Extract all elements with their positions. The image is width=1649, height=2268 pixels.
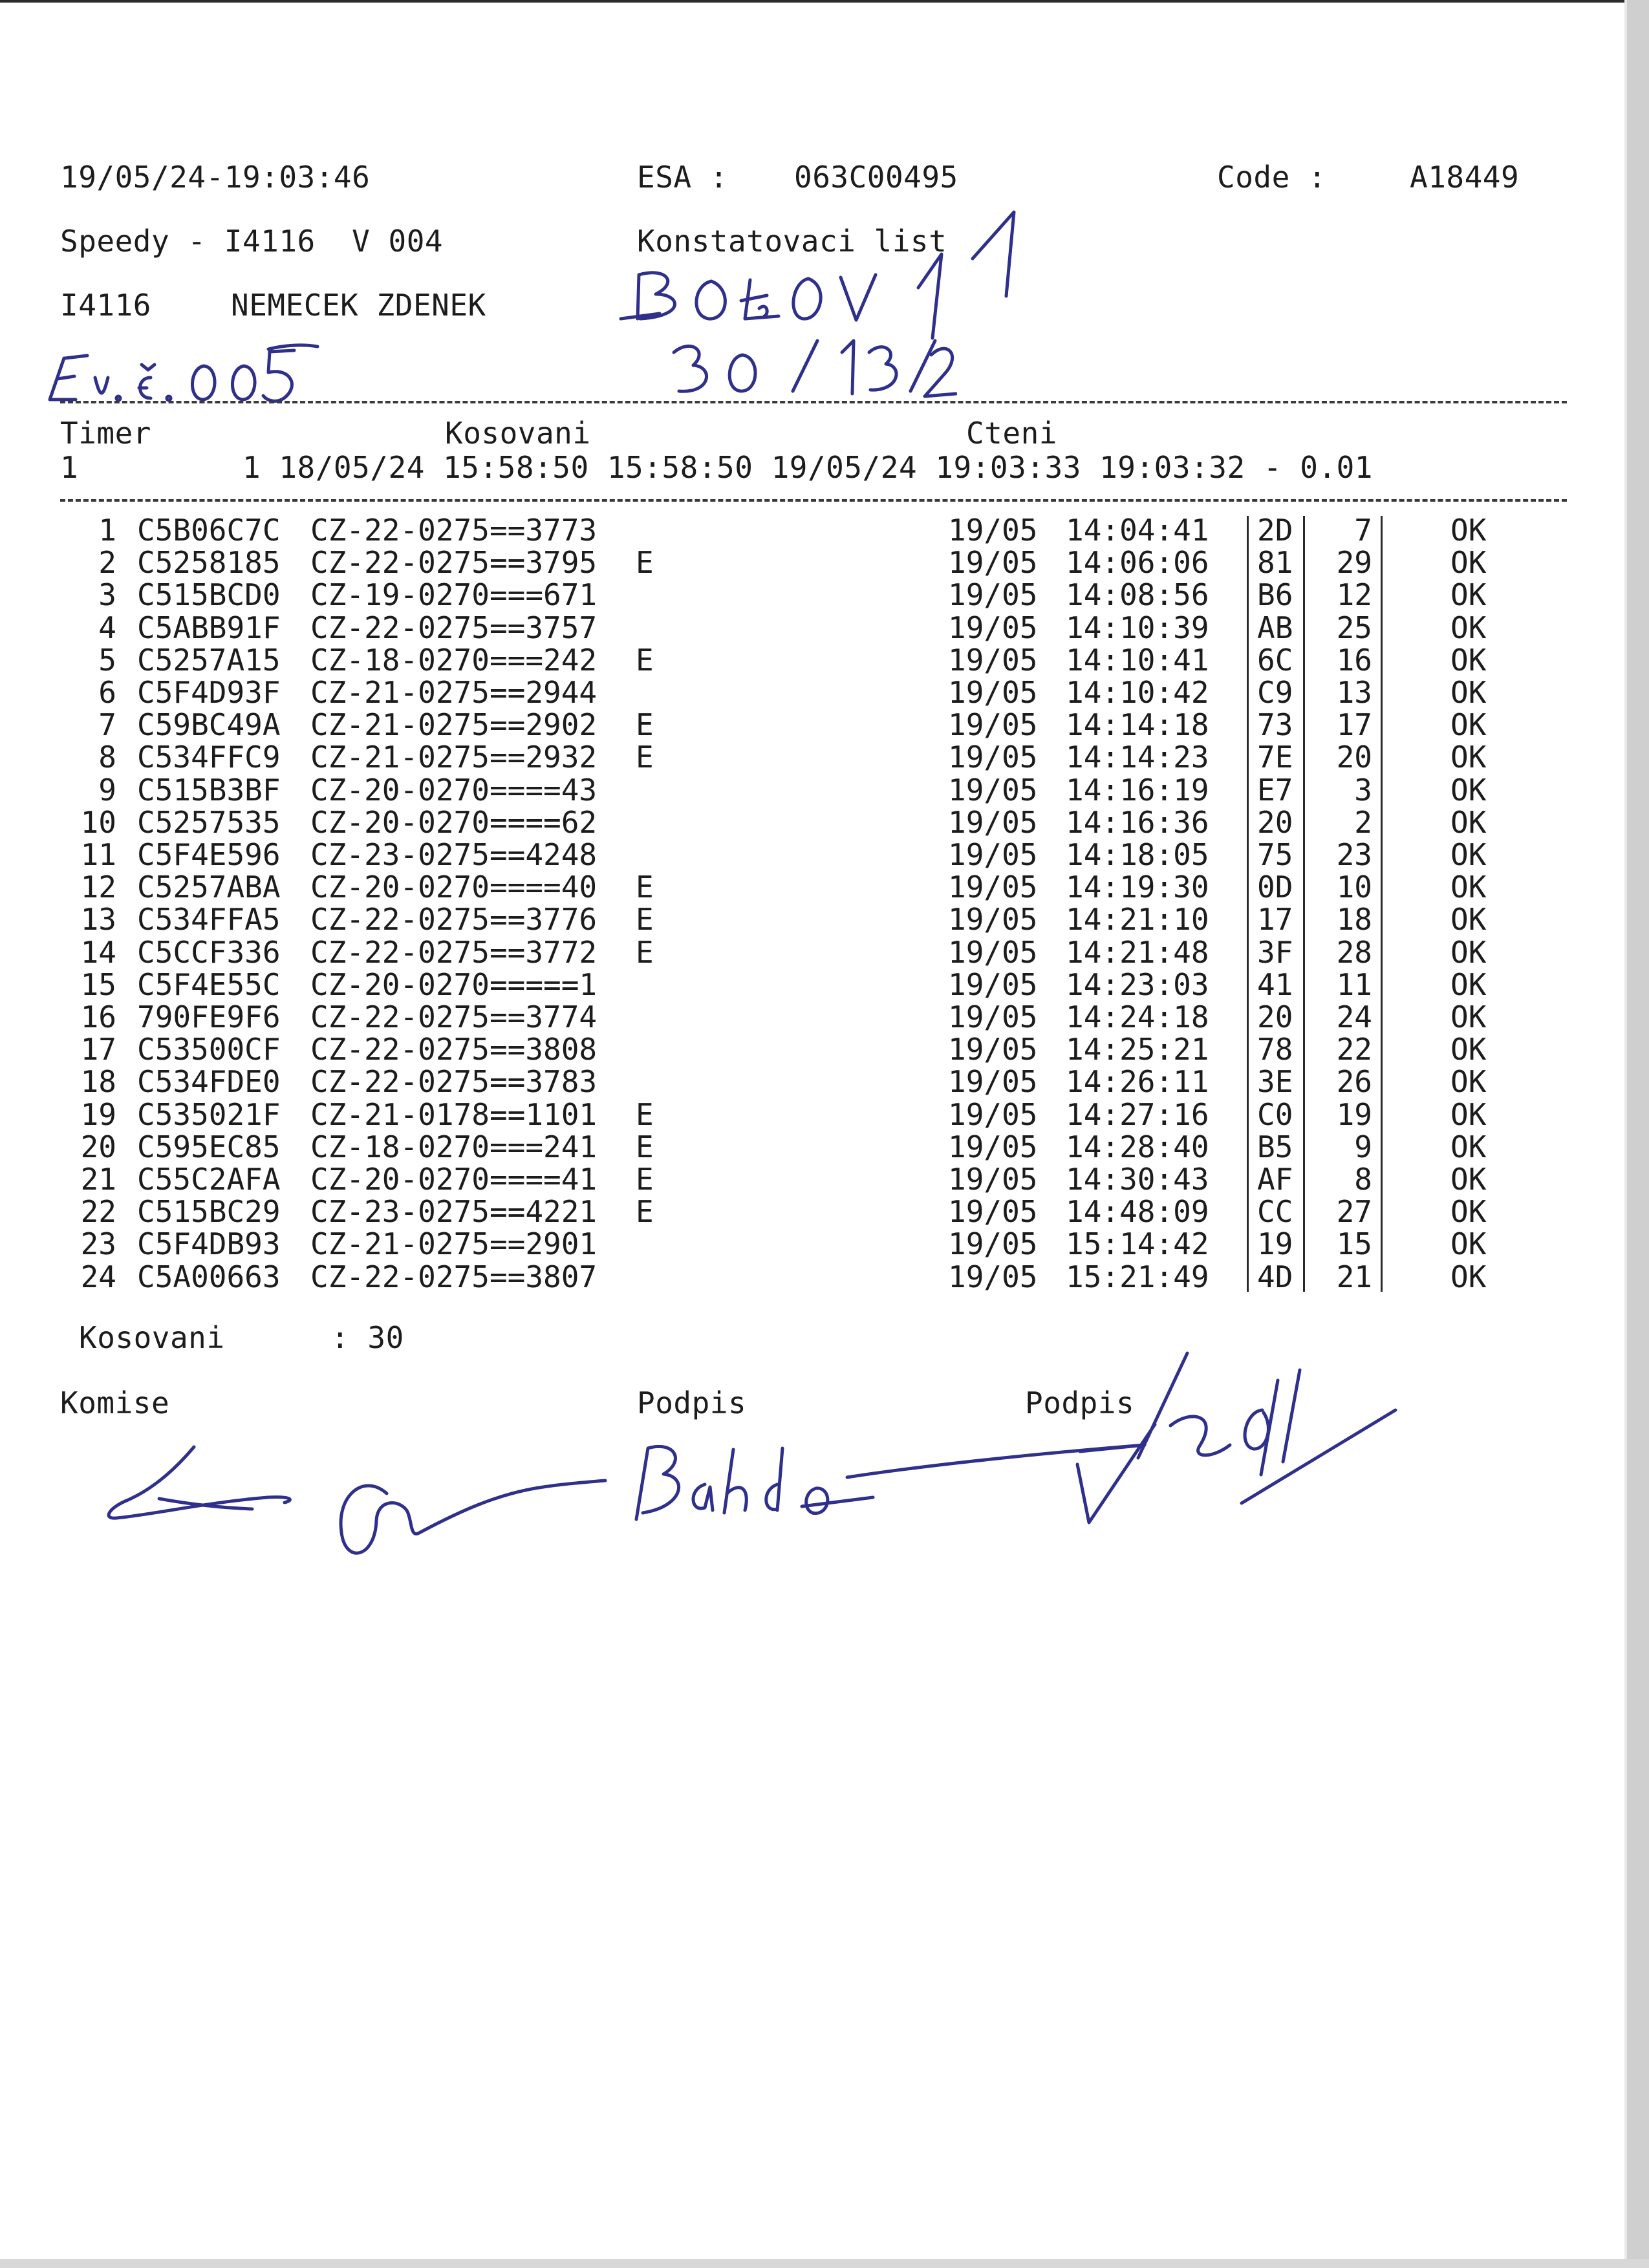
entry-time: 14:21:10: [1066, 902, 1209, 937]
entry-time: 14:04:41: [1066, 513, 1209, 548]
entry-chip-id: C53500CF: [137, 1032, 281, 1067]
entry-e-flag: E: [636, 642, 654, 678]
entry-time: 14:19:30: [1066, 870, 1209, 905]
table-row: [0, 1228, 1649, 1260]
entry-time: 14:16:36: [1066, 804, 1209, 840]
entry-status: OK: [1450, 1064, 1487, 1100]
entry-index: 14: [80, 934, 116, 970]
separator-middle: [60, 499, 1567, 502]
entry-number: 7: [1354, 513, 1372, 548]
entry-number: 28: [1336, 934, 1372, 970]
entry-hex-code: 41: [1257, 967, 1293, 1002]
entry-hex-code: B5: [1257, 1129, 1293, 1164]
entry-date: 19/05: [948, 545, 1038, 581]
entry-status: OK: [1450, 1097, 1487, 1132]
entry-date: 19/05: [948, 1064, 1038, 1100]
entry-index: 13: [80, 902, 116, 937]
entry-date: 19/05: [948, 642, 1038, 678]
entry-e-flag: E: [636, 1162, 654, 1197]
entry-status: OK: [1450, 1000, 1487, 1034]
entry-ring-number: CZ-18-0270===242: [310, 642, 598, 678]
entry-ring-number: CZ-22-0275==3757: [310, 610, 598, 645]
entry-number: 15: [1336, 1226, 1372, 1262]
entry-time: 14:06:06: [1066, 545, 1209, 581]
entry-index: 22: [80, 1194, 116, 1230]
entry-ring-number: CZ-22-0275==3774: [310, 1000, 598, 1034]
entry-date: 19/05: [948, 1097, 1038, 1132]
table-row: [0, 936, 1649, 968]
entry-e-flag: E: [636, 934, 654, 970]
entry-chip-id: C515B3BF: [137, 772, 281, 808]
entry-hex-code: 20: [1257, 804, 1293, 840]
entry-status: OK: [1450, 1226, 1487, 1262]
entry-e-flag: E: [636, 902, 654, 937]
entry-ring-number: CZ-18-0270===241: [310, 1129, 598, 1164]
entry-e-flag: E: [636, 545, 654, 581]
timer-heading: Timer: [60, 416, 151, 451]
entry-ring-number: CZ-22-0275==3773: [310, 513, 598, 548]
entry-hex-code: 73: [1257, 707, 1293, 743]
entries-table: [0, 514, 1649, 1296]
entry-time: 14:28:40: [1066, 1129, 1209, 1164]
handwritten-figures: [660, 326, 957, 411]
entry-chip-id: C5F4D93F: [137, 675, 281, 710]
entry-date: 19/05: [948, 1032, 1038, 1067]
entry-date: 19/05: [948, 740, 1038, 775]
entry-hex-code: 81: [1257, 545, 1293, 581]
entry-status: OK: [1450, 1129, 1487, 1164]
entry-chip-id: C534FFA5: [137, 902, 281, 937]
entry-date: 19/05: [948, 577, 1038, 613]
table-row: [0, 1163, 1649, 1195]
entry-date: 19/05: [948, 967, 1038, 1002]
table-row: [0, 839, 1649, 871]
entry-index: 9: [98, 772, 116, 808]
entry-number: 17: [1336, 707, 1372, 743]
entry-date: 19/05: [948, 513, 1038, 548]
entry-hex-code: CC: [1257, 1194, 1293, 1230]
entry-date: 19/05: [948, 870, 1038, 905]
entry-number: 3: [1354, 772, 1372, 808]
scan-edge-bottom: [0, 2259, 1649, 2268]
entry-chip-id: C5257ABA: [137, 870, 281, 905]
entry-chip-id: C5258185: [137, 545, 281, 581]
entry-index: 15: [80, 967, 116, 1002]
entry-chip-id: C515BCD0: [137, 577, 281, 613]
entry-status: OK: [1450, 1194, 1487, 1230]
entry-status: OK: [1450, 1032, 1487, 1067]
entry-status: OK: [1450, 837, 1487, 872]
entry-index: 6: [98, 675, 116, 710]
entry-index: 17: [80, 1032, 116, 1067]
entry-time: 14:16:19: [1066, 772, 1209, 808]
komise-label: Komise: [60, 1385, 170, 1420]
entry-number: 12: [1336, 577, 1372, 613]
table-row: [0, 903, 1649, 936]
entry-ring-number: CZ-23-0275==4248: [310, 837, 598, 872]
entry-index: 3: [98, 577, 116, 613]
entry-hex-code: 0D: [1257, 870, 1293, 905]
entry-chip-id: C59BC49A: [137, 707, 281, 743]
entry-status: OK: [1450, 902, 1487, 937]
entry-index: 12: [80, 870, 116, 905]
entry-index: 21: [80, 1162, 116, 1197]
entry-index: 8: [98, 740, 116, 775]
owner-name: NEMECEK ZDENEK: [231, 288, 486, 323]
entry-date: 19/05: [948, 675, 1038, 710]
esa-label: ESA :: [637, 160, 728, 195]
document-title: Konstatovaci list: [637, 224, 947, 259]
entry-index: 23: [80, 1226, 116, 1262]
handwritten-list-number: [964, 206, 1022, 303]
entry-time: 14:14:23: [1066, 740, 1209, 775]
entry-chip-id: C5F4E596: [137, 837, 281, 872]
entry-ring-number: CZ-21-0275==2932: [310, 740, 598, 775]
table-row: [0, 514, 1649, 546]
entry-chip-id: C5B06C7C: [137, 513, 281, 548]
entry-date: 19/05: [948, 1129, 1038, 1164]
entry-ring-number: CZ-22-0275==3807: [310, 1259, 598, 1294]
entry-chip-id: C5CCF336: [137, 934, 281, 970]
entry-time: 14:14:18: [1066, 707, 1209, 743]
entry-index: 24: [80, 1259, 116, 1294]
table-row: [0, 546, 1649, 579]
table-row: [0, 1033, 1649, 1065]
entry-e-flag: E: [636, 707, 654, 743]
entry-time: 14:48:09: [1066, 1194, 1209, 1230]
club-id: I4116: [60, 288, 151, 323]
entry-index: 19: [80, 1097, 116, 1132]
entry-chip-id: C595EC85: [137, 1129, 281, 1164]
entry-chip-id: C515BC29: [137, 1194, 281, 1230]
entry-hex-code: 78: [1257, 1032, 1293, 1067]
entry-number: 25: [1336, 610, 1372, 645]
table-row: [0, 1001, 1649, 1033]
entry-time: 14:23:03: [1066, 967, 1209, 1002]
entry-hex-code: 6C: [1257, 642, 1293, 678]
entry-e-flag: E: [636, 1097, 654, 1132]
entry-number: 10: [1336, 870, 1372, 905]
kosovani-heading: Kosovani: [445, 416, 591, 451]
entry-chip-id: C5ABB91F: [137, 610, 281, 645]
entry-status: OK: [1450, 804, 1487, 840]
entry-ring-number: CZ-20-0270====43: [310, 772, 598, 808]
entry-number: 24: [1336, 1000, 1372, 1034]
entry-date: 19/05: [948, 707, 1038, 743]
entry-ring-number: CZ-22-0275==3772: [310, 934, 598, 970]
entry-time: 14:24:18: [1066, 1000, 1209, 1034]
entry-index: 20: [80, 1129, 116, 1164]
esa-value: 063C00495: [794, 160, 958, 195]
code-value: A18449: [1410, 160, 1520, 195]
entry-date: 19/05: [948, 610, 1038, 645]
entry-chip-id: C5A00663: [137, 1259, 281, 1294]
entry-status: OK: [1450, 1259, 1487, 1294]
entry-chip-id: C5F4E55C: [137, 967, 281, 1002]
entry-time: 14:25:21: [1066, 1032, 1209, 1067]
entry-ring-number: CZ-21-0178==1101: [310, 1097, 598, 1132]
entry-index: 7: [98, 707, 116, 743]
entry-index: 4: [98, 610, 116, 645]
entry-time: 14:18:05: [1066, 837, 1209, 872]
entry-number: 18: [1336, 902, 1372, 937]
entry-time: 15:21:49: [1066, 1259, 1209, 1294]
report-datetime: 19/05/24-19:03:46: [60, 160, 371, 195]
program-version: Speedy - I4116 V 004: [60, 224, 444, 259]
entry-number: 27: [1336, 1194, 1372, 1230]
entry-ring-number: CZ-21-0275==2902: [310, 707, 598, 743]
entry-time: 14:27:16: [1066, 1097, 1209, 1132]
entry-number: 13: [1336, 675, 1372, 710]
entry-chip-id: C535021F: [137, 1097, 281, 1132]
entry-time: 14:21:48: [1066, 934, 1209, 970]
signature-komise: [97, 1435, 608, 1578]
entry-ring-number: CZ-20-0270=====1: [310, 967, 598, 1002]
entry-time: 14:08:56: [1066, 577, 1209, 613]
entry-ring-number: CZ-20-0270====40: [310, 870, 598, 905]
entry-ring-number: CZ-22-0275==3783: [310, 1064, 598, 1100]
podpis-label-1: Podpis: [637, 1385, 747, 1420]
entry-e-flag: E: [636, 870, 654, 905]
entry-hex-code: AB: [1257, 610, 1293, 645]
scan-edge-top: [0, 0, 1649, 3]
entry-index: 10: [80, 804, 116, 840]
entry-hex-code: AF: [1257, 1162, 1293, 1197]
entry-hex-code: C9: [1257, 675, 1293, 710]
entry-hex-code: 20: [1257, 1000, 1293, 1034]
entry-date: 19/05: [948, 1226, 1038, 1262]
entry-number: 26: [1336, 1064, 1372, 1100]
entry-ring-number: CZ-22-0275==3795: [310, 545, 598, 581]
entry-status: OK: [1450, 772, 1487, 808]
entry-time: 14:10:42: [1066, 675, 1209, 710]
entry-chip-id: C534FFC9: [137, 740, 281, 775]
entry-number: 9: [1354, 1129, 1372, 1164]
entry-number: 21: [1336, 1259, 1372, 1294]
entry-date: 19/05: [948, 902, 1038, 937]
entry-time: 14:30:43: [1066, 1162, 1209, 1197]
entry-index: 1: [98, 513, 116, 548]
entry-time: 14:10:39: [1066, 610, 1209, 645]
table-row: [0, 612, 1649, 644]
entry-hex-code: 4D: [1257, 1259, 1293, 1294]
entry-time: 14:10:41: [1066, 642, 1209, 678]
timer-line: 1 1 18/05/24 15:58:50 15:58:50 19/05/24 19:03:33 19:03:32 - 0.01: [60, 450, 1373, 485]
entry-hex-code: 2D: [1257, 513, 1293, 548]
entry-date: 19/05: [948, 1162, 1038, 1197]
entry-index: 2: [98, 545, 116, 581]
entry-status: OK: [1450, 577, 1487, 613]
entry-date: 19/05: [948, 1194, 1038, 1230]
entry-status: OK: [1450, 967, 1487, 1002]
entry-number: 20: [1336, 740, 1372, 775]
entry-number: 23: [1336, 837, 1372, 872]
entry-index: 18: [80, 1064, 116, 1100]
table-row: [0, 709, 1649, 741]
table-row: [0, 579, 1649, 611]
table-row: [0, 741, 1649, 773]
entry-chip-id: C5257535: [137, 804, 281, 840]
entry-time: 15:14:42: [1066, 1226, 1209, 1262]
entry-status: OK: [1450, 707, 1487, 743]
entry-index: 16: [80, 1000, 116, 1034]
entry-number: 29: [1336, 545, 1372, 581]
entry-time: 14:26:11: [1066, 1064, 1209, 1100]
podpis-label-2: Podpis: [1025, 1385, 1135, 1420]
entry-hex-code: 3E: [1257, 1064, 1293, 1100]
entry-chip-id: C55C2AFA: [137, 1162, 281, 1197]
entry-e-flag: E: [636, 1194, 654, 1230]
table-row: [0, 1261, 1649, 1293]
entry-hex-code: E7: [1257, 772, 1293, 808]
entry-ring-number: CZ-21-0275==2944: [310, 675, 598, 710]
entry-number: 22: [1336, 1032, 1372, 1067]
table-row: [0, 644, 1649, 676]
signature-podpis-2: [834, 1348, 1403, 1548]
entry-date: 19/05: [948, 837, 1038, 872]
table-row: [0, 1065, 1649, 1098]
entry-status: OK: [1450, 870, 1487, 905]
entry-ring-number: CZ-21-0275==2901: [310, 1226, 598, 1262]
entry-status: OK: [1450, 545, 1487, 581]
entry-number: 16: [1336, 642, 1372, 678]
table-row: [0, 871, 1649, 903]
entry-date: 19/05: [948, 804, 1038, 840]
entry-number: 11: [1336, 967, 1372, 1002]
entry-ring-number: CZ-20-0270====62: [310, 804, 598, 840]
entry-date: 19/05: [948, 772, 1038, 808]
entry-ring-number: CZ-20-0270====41: [310, 1162, 598, 1197]
entry-date: 19/05: [948, 1259, 1038, 1294]
entry-status: OK: [1450, 675, 1487, 710]
entry-date: 19/05: [948, 934, 1038, 970]
entry-date: 19/05: [948, 1000, 1038, 1034]
entry-status: OK: [1450, 740, 1487, 775]
entry-chip-id: C534FDE0: [137, 1064, 281, 1100]
entry-chip-id: C5F4DB93: [137, 1226, 281, 1262]
table-row: [0, 968, 1649, 1001]
kosovani-total-value: : 30: [331, 1320, 404, 1355]
entry-status: OK: [1450, 513, 1487, 548]
entry-ring-number: CZ-22-0275==3776: [310, 902, 598, 937]
entry-hex-code: B6: [1257, 577, 1293, 613]
entry-number: 8: [1354, 1162, 1372, 1197]
separator-top: [60, 401, 1567, 403]
entry-e-flag: E: [636, 740, 654, 775]
entry-ring-number: CZ-23-0275==4221: [310, 1194, 598, 1230]
entry-hex-code: 19: [1257, 1226, 1293, 1262]
entry-number: 2: [1354, 804, 1372, 840]
entry-number: 19: [1336, 1097, 1372, 1132]
table-row: [0, 1098, 1649, 1131]
cteni-heading: Cteni: [966, 416, 1057, 451]
entry-hex-code: 75: [1257, 837, 1293, 872]
entry-ring-number: CZ-22-0275==3808: [310, 1032, 598, 1067]
table-row: [0, 1131, 1649, 1163]
table-row: [0, 774, 1649, 806]
entry-status: OK: [1450, 1162, 1487, 1197]
entry-status: OK: [1450, 934, 1487, 970]
entry-ring-number: CZ-19-0270===671: [310, 577, 598, 613]
entry-index: 5: [98, 642, 116, 678]
table-row: [0, 676, 1649, 709]
entry-hex-code: C0: [1257, 1097, 1293, 1132]
entry-hex-code: 3F: [1257, 934, 1293, 970]
kosovani-total-label: Kosovani: [79, 1320, 225, 1355]
table-row: [0, 1195, 1649, 1228]
entry-chip-id: C5257A15: [137, 642, 281, 678]
code-label: Code :: [1217, 160, 1327, 195]
entry-e-flag: E: [636, 1129, 654, 1164]
entry-index: 11: [80, 837, 116, 872]
entry-status: OK: [1450, 642, 1487, 678]
entry-hex-code: 7E: [1257, 740, 1293, 775]
entry-chip-id: 790FE9F6: [137, 1000, 281, 1034]
entry-hex-code: 17: [1257, 902, 1293, 937]
table-row: [0, 806, 1649, 839]
entry-status: OK: [1450, 610, 1487, 645]
